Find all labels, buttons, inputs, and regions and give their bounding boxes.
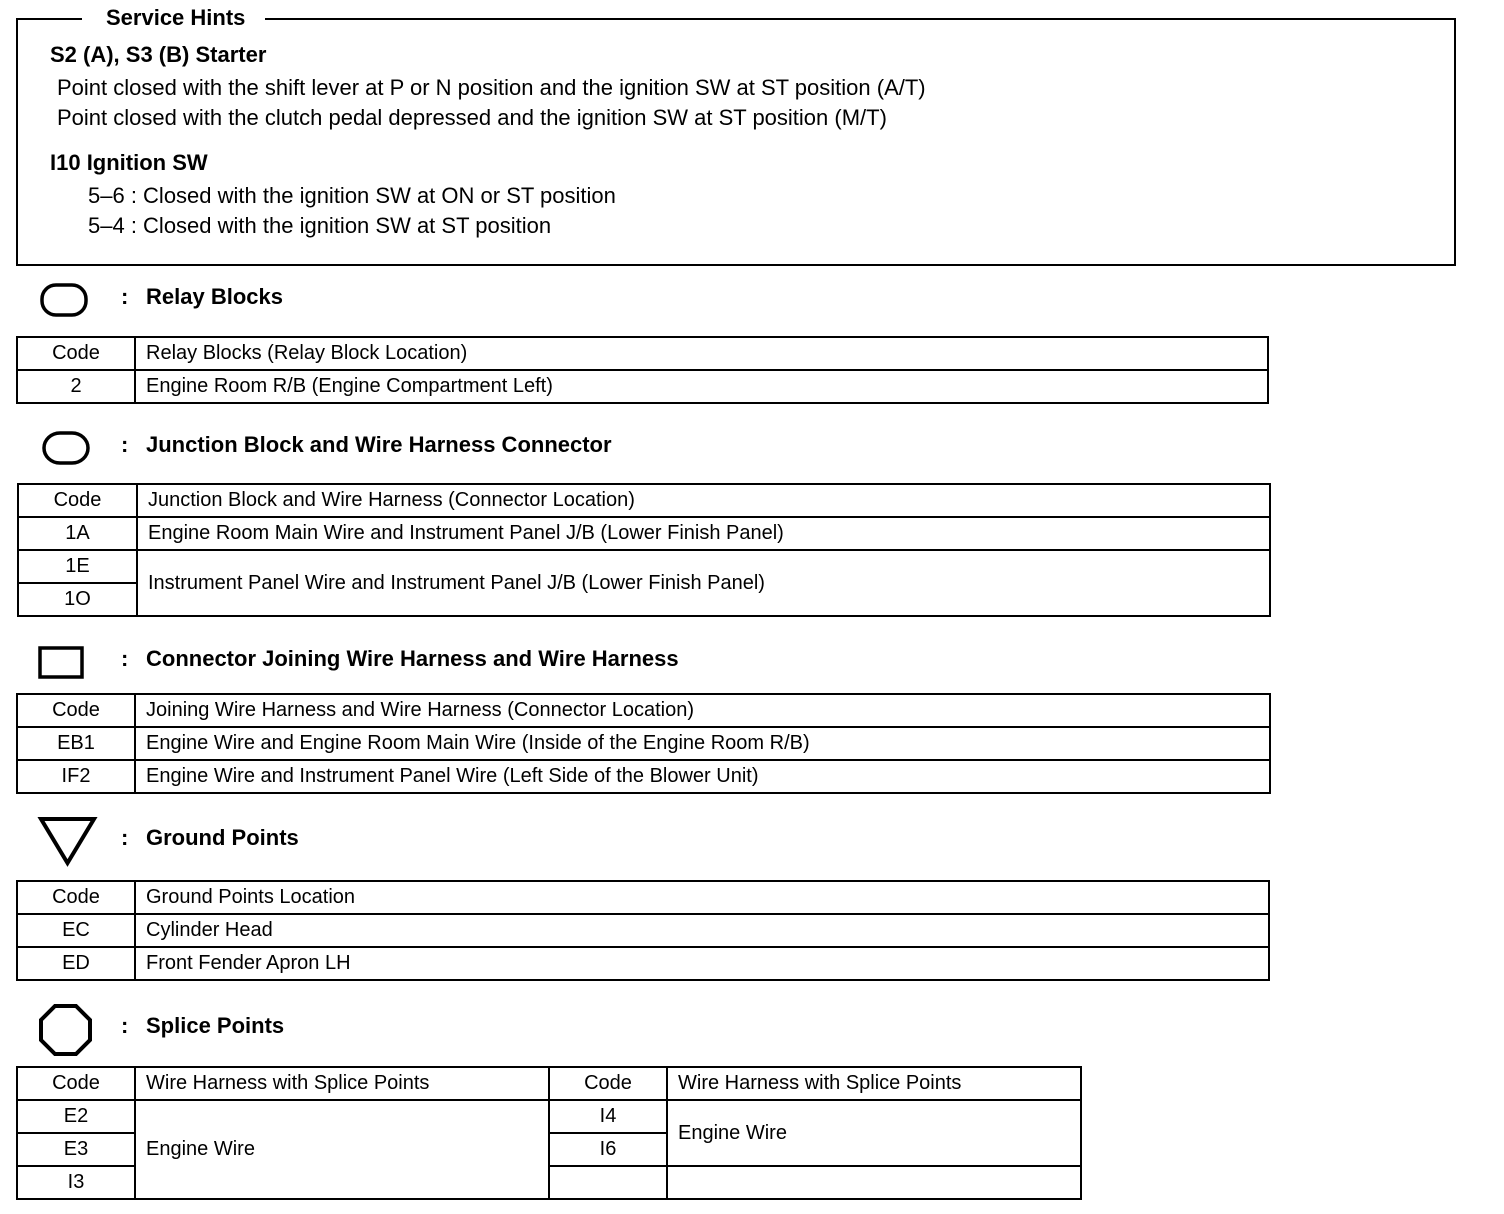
ignition-heading: I10 Ignition SW [50,150,208,175]
connector-table [16,693,1271,794]
service-hints-title: Service Hints [82,3,265,33]
relay-blocks-title: Relay Blocks [146,284,283,309]
harness-cell: Engine Wire [667,1100,1081,1166]
code-header: Code [17,881,135,914]
code-cell: I3 [17,1166,135,1199]
table-row [18,517,1270,550]
code-header: Code [549,1067,667,1100]
code-cell: 2 [17,370,135,403]
table-row [18,550,1270,583]
code-cell: EB1 [17,727,135,760]
rectangle-icon [38,646,84,680]
code-header: Code [17,694,135,727]
code-cell: EC [17,914,135,947]
table-row [17,760,1270,793]
code-cell: E3 [17,1133,135,1166]
junction-block-title: Junction Block and Wire Harness Connector [146,432,612,457]
code-header: Code [17,337,135,370]
table-row [17,914,1269,947]
table-header-row [18,484,1270,517]
code-cell [549,1166,667,1199]
code-cell: 1O [18,583,137,616]
section-colon: : [121,646,129,671]
code-header: Code [17,1067,135,1100]
section-colon: : [121,1013,129,1038]
starter-hint-line: Point closed with the shift lever at P or N position and the ignition SW at ST position (A/T) [57,75,926,100]
harness-cell: Engine Wire [135,1100,549,1199]
table-header-row [17,337,1268,370]
location-cell: Cylinder Head [135,914,1269,947]
location-cell: Front Fender Apron LH [135,947,1269,980]
code-cell: ED [17,947,135,980]
code-cell: IF2 [17,760,135,793]
code-header: Code [18,484,137,517]
table-row [17,947,1269,980]
table-header-row [17,881,1269,914]
code-cell: E2 [17,1100,135,1133]
ignition-hint-line: 5–6 : Closed with the ignition SW at ON or ST position [88,183,616,208]
starter-heading: S2 (A), S3 (B) Starter [50,42,267,67]
code-cell: 1E [18,550,137,583]
table-row [17,370,1268,403]
table-header-row [17,694,1270,727]
location-cell: Engine Wire and Instrument Panel Wire (Left Side of the Blower Unit) [135,760,1270,793]
junction-block-table [17,483,1271,617]
location-header: Junction Block and Wire Harness (Connector Location) [137,484,1270,517]
location-header: Relay Blocks (Relay Block Location) [135,337,1268,370]
splice-points-table [16,1066,1082,1200]
ground-points-table [16,880,1270,981]
connector-title: Connector Joining Wire Harness and Wire Harness [146,646,679,671]
code-cell: 1A [18,517,137,550]
location-cell: Engine Room R/B (Engine Compartment Left) [135,370,1268,403]
oval-icon [42,431,90,465]
code-cell: I4 [549,1100,667,1133]
starter-hint-line: Point closed with the clutch pedal depressed and the ignition SW at ST position (M/T) [57,105,887,130]
section-colon: : [121,825,129,850]
code-cell: I6 [549,1133,667,1166]
ground-triangle-icon [38,815,98,867]
table-row [17,727,1270,760]
section-colon: : [121,432,129,457]
harness-header: Wire Harness with Splice Points [135,1067,549,1100]
rounded-oval-icon [40,283,88,317]
splice-points-title: Splice Points [146,1013,285,1038]
location-header: Ground Points Location [135,881,1269,914]
harness-cell [667,1166,1081,1199]
octagon-icon [38,1003,94,1057]
ground-points-title: Ground Points [146,825,299,850]
harness-header: Wire Harness with Splice Points [667,1067,1081,1100]
location-cell: Engine Room Main Wire and Instrument Panel J/B (Lower Finish Panel) [137,517,1270,550]
location-cell: Instrument Panel Wire and Instrument Panel J/B (Lower Finish Panel) [137,550,1270,616]
location-cell: Engine Wire and Engine Room Main Wire (Inside of the Engine Room R/B) [135,727,1270,760]
ignition-hint-line: 5–4 : Closed with the ignition SW at ST position [88,213,552,238]
section-colon: : [121,284,129,309]
relay-blocks-table [16,336,1269,404]
location-header: Joining Wire Harness and Wire Harness (Connector Location) [135,694,1270,727]
table-header-row [17,1067,1081,1100]
table-row [17,1100,1081,1133]
